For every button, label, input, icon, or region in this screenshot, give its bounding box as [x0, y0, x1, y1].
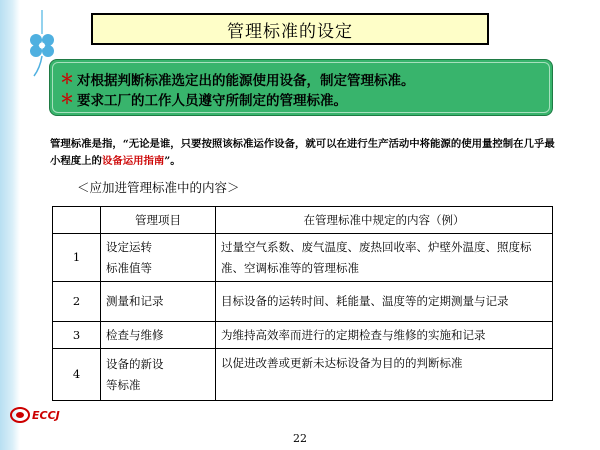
table-row [53, 322, 553, 349]
star-bullet-icon: ＊ [60, 92, 74, 108]
table-row [53, 234, 553, 282]
header-item: 管理项目 [101, 207, 216, 234]
page-title-text: 管理标准的设定 [227, 21, 353, 42]
row-number: 2 [53, 282, 101, 322]
row-item [101, 349, 216, 401]
row-item-line: 测量和记录 [106, 294, 164, 308]
eccj-logo [10, 407, 60, 423]
table-row [53, 282, 553, 322]
left-decorative-stripe [0, 0, 20, 450]
row-content: 为维持高效率而进行的定期检查与维修的实施和记录 [216, 322, 553, 349]
eccj-logo-text: ECCJ [32, 408, 60, 422]
bullet-item [60, 69, 549, 89]
paragraph-suffix: ”。 [164, 155, 181, 167]
page-number: 22 [293, 432, 307, 445]
bullet-text: 对根据判断标准选定出的能源使用设备，制定管理标准。 [77, 73, 415, 89]
page-title [91, 13, 489, 45]
table-row [53, 349, 553, 401]
row-item [101, 282, 216, 322]
star-bullet-icon: ＊ [60, 72, 74, 88]
row-item-line: 标准值等 [106, 260, 152, 275]
summary-box [49, 59, 553, 116]
row-content: 过量空气系数、废气温度、废热回收率、炉壁外温度、照度标准、空调标准等的管理标准 [216, 234, 553, 282]
row-item-line: 等标准 [106, 377, 141, 392]
row-item-line: 设备的新设 [106, 356, 164, 371]
paragraph-prefix: 管理标准是指，“无论是谁，只要按照该标准运作设备，就可以在进行生产活动中将能源的使用量控制在几乎最小程度上的 [50, 138, 555, 167]
definition-paragraph [50, 136, 560, 170]
eccj-logo-icon [10, 407, 30, 423]
row-content [216, 349, 553, 401]
row-content-text: 以促进改善或更新未达标设备为目的的判断标准 [221, 356, 463, 370]
table-subheading: ＜应加进管理标准中的内容＞ [77, 180, 240, 195]
row-item [101, 322, 216, 349]
paragraph-highlight: 设备运用指南 [101, 155, 165, 167]
row-number: 1 [53, 234, 101, 282]
row-number: 4 [53, 349, 101, 401]
row-content: 目标设备的运转时间、耗能量、温度等的定期测量与记录 [216, 282, 553, 322]
management-standard-table [52, 206, 553, 401]
header-num [53, 207, 101, 234]
row-number: 3 [53, 322, 101, 349]
table-header-row [53, 207, 553, 234]
header-content: 在管理标准中规定的内容（例） [216, 207, 553, 234]
row-item [101, 234, 216, 282]
row-item-line: 检查与维修 [106, 327, 164, 342]
row-item-line: 设定运转 [106, 239, 152, 254]
bullet-item [60, 89, 549, 109]
bullet-text: 要求工厂的工作人员遵守所制定的管理标准。 [77, 93, 347, 109]
